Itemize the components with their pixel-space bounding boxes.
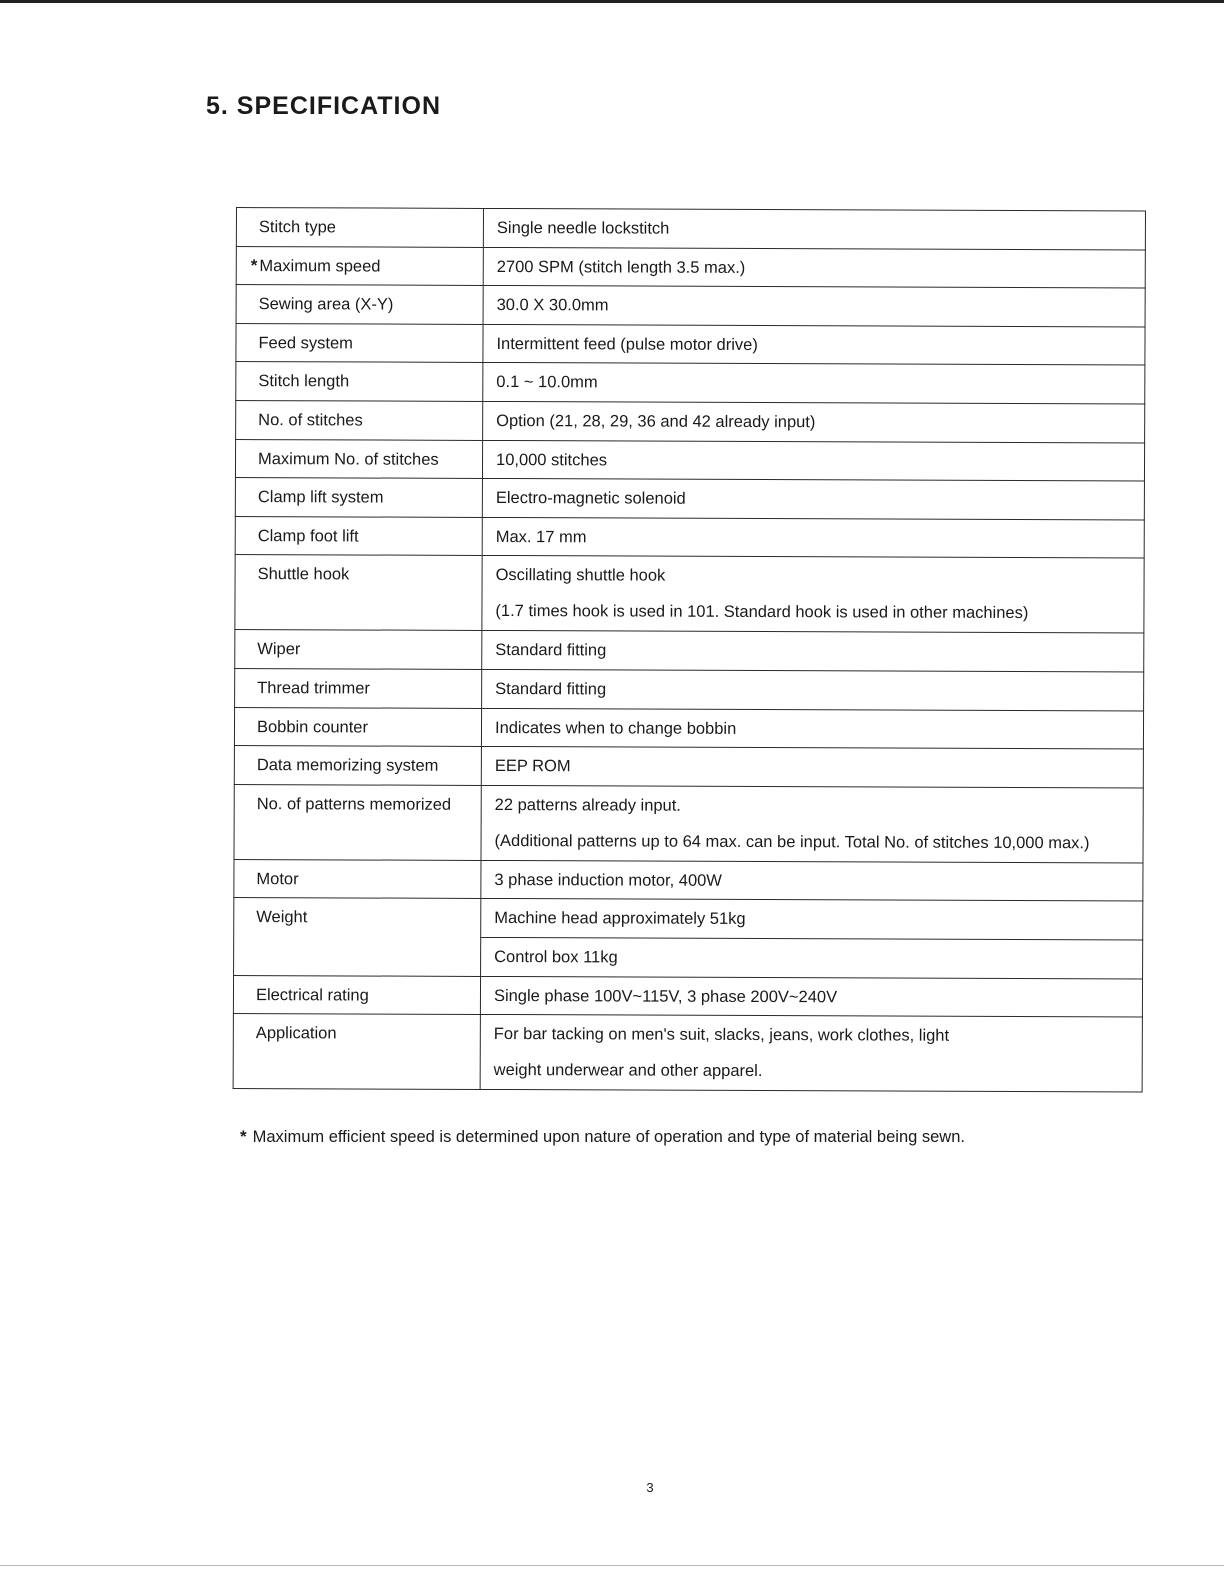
spec-row bbox=[235, 439, 1144, 481]
spec-label-wrap bbox=[237, 285, 483, 315]
asterisk-mark: * bbox=[250, 255, 258, 275]
spec-row bbox=[234, 898, 1143, 940]
spec-label-cell bbox=[234, 784, 481, 860]
spec-label-cell bbox=[234, 746, 481, 786]
spec-label-wrap bbox=[236, 517, 482, 547]
spec-row bbox=[235, 630, 1144, 672]
spec-label: Sewing area (X-Y) bbox=[258, 295, 394, 314]
spec-value: Single phase 100V~115V, 3 phase 200V~240V bbox=[493, 986, 838, 1006]
spec-label-cell bbox=[235, 555, 482, 631]
spec-value: (Additional patterns up to 64 max. can be input. Total No. of stitches 10,000 max.) bbox=[494, 831, 1090, 853]
spec-row bbox=[233, 975, 1142, 1017]
spec-value: Single needle lockstitch bbox=[496, 219, 670, 238]
spec-row bbox=[234, 707, 1143, 749]
spec-value-cell bbox=[483, 208, 1145, 249]
spec-row bbox=[236, 208, 1145, 250]
spec-label-wrap bbox=[235, 785, 481, 815]
spec-label-cell bbox=[234, 898, 481, 976]
spec-label-cell bbox=[233, 1014, 480, 1090]
spec-label: Clamp foot lift bbox=[257, 526, 359, 546]
spec-value: (1.7 times hook is used in 101. Standard hook is used in other machines) bbox=[495, 602, 1029, 623]
spec-label-wrap bbox=[237, 247, 483, 277]
spec-label: No. of stitches bbox=[258, 411, 363, 430]
spec-label-wrap bbox=[235, 708, 481, 738]
spec-label: Maximum speed bbox=[259, 256, 381, 276]
spec-label: Stitch type bbox=[258, 218, 337, 237]
spec-row bbox=[236, 362, 1145, 404]
spec-value-cell bbox=[483, 324, 1145, 365]
spec-value-cell bbox=[482, 669, 1144, 710]
spec-row bbox=[236, 285, 1145, 327]
spec-label-cell bbox=[236, 362, 483, 402]
spec-value: Standard fitting bbox=[495, 679, 607, 699]
spec-value-cell bbox=[481, 708, 1143, 749]
spec-label-cell bbox=[236, 400, 483, 440]
spec-value: 30.0 X 30.0mm bbox=[496, 296, 609, 315]
spec-value: Standard fitting bbox=[495, 641, 607, 660]
spec-value: Control box 11kg bbox=[494, 947, 618, 967]
spec-value-cell bbox=[482, 631, 1144, 672]
spec-label-wrap bbox=[234, 860, 480, 890]
spec-value: Option (21, 28, 29, 36 and 42 already input) bbox=[496, 411, 816, 432]
spec-row bbox=[236, 323, 1145, 365]
spec-label: Motor bbox=[256, 869, 299, 888]
bottom-rule bbox=[0, 1565, 1224, 1566]
spec-label-wrap bbox=[234, 975, 480, 1005]
spec-label-cell bbox=[236, 246, 483, 286]
spec-label-cell bbox=[235, 668, 482, 708]
spec-label-wrap bbox=[234, 1014, 480, 1044]
spec-label-cell bbox=[235, 630, 482, 670]
spec-label: Application bbox=[255, 1024, 337, 1043]
spec-value-cell bbox=[481, 937, 1143, 978]
spec-label-cell bbox=[233, 975, 480, 1015]
spec-label: No. of patterns memorized bbox=[256, 794, 452, 814]
spec-value: Intermittent feed (pulse motor drive) bbox=[496, 334, 758, 354]
spec-row bbox=[235, 516, 1144, 558]
spec-row bbox=[234, 784, 1143, 862]
specification-table bbox=[233, 207, 1146, 1093]
spec-value-cell bbox=[480, 976, 1142, 1017]
spec-label: Wiper bbox=[257, 640, 301, 659]
spec-label: Bobbin counter bbox=[256, 717, 369, 737]
spec-row bbox=[236, 246, 1145, 288]
spec-label-wrap bbox=[235, 746, 481, 776]
spec-label: Clamp lift system bbox=[257, 488, 384, 507]
page-number: 3 bbox=[646, 1480, 654, 1495]
spec-label-wrap bbox=[236, 440, 482, 470]
spec-value: 2700 SPM (stitch length 3.5 max.) bbox=[496, 257, 746, 277]
footnote-asterisk: * bbox=[240, 1127, 247, 1146]
spec-value-cell bbox=[482, 479, 1144, 520]
spec-label-wrap bbox=[237, 208, 483, 238]
spec-label-wrap bbox=[236, 362, 482, 392]
spec-row bbox=[235, 555, 1144, 633]
spec-value-cell bbox=[483, 363, 1145, 404]
spec-row bbox=[234, 859, 1143, 901]
spec-value-cell bbox=[481, 785, 1143, 863]
spec-row bbox=[236, 400, 1145, 442]
spec-label: Data memorizing system bbox=[256, 756, 439, 775]
spec-value: 22 patterns already input. bbox=[494, 795, 681, 815]
footnote-text: Maximum efficient speed is determined upon nature of operation and type of material being sewn. bbox=[252, 1128, 965, 1146]
spec-label-cell bbox=[236, 323, 483, 363]
spec-value-cell bbox=[482, 556, 1144, 634]
spec-label-wrap bbox=[236, 555, 482, 585]
spec-label-wrap bbox=[236, 401, 482, 431]
spec-label-cell bbox=[236, 208, 483, 248]
spec-label-wrap bbox=[235, 669, 481, 699]
spec-label-wrap bbox=[235, 630, 481, 660]
spec-label-wrap bbox=[236, 324, 482, 354]
spec-value-cell bbox=[482, 440, 1144, 481]
footnote bbox=[240, 1127, 965, 1147]
spec-value: EEP ROM bbox=[494, 757, 571, 776]
spec-label: Shuttle hook bbox=[257, 565, 350, 584]
spec-value: 0.1 ~ 10.0mm bbox=[496, 373, 598, 392]
spec-value-cell bbox=[480, 1015, 1142, 1093]
spec-label-cell bbox=[236, 285, 483, 325]
top-rule bbox=[0, 0, 1224, 3]
spec-value: For bar tacking on men's suit, slacks, jeans, work clothes, light bbox=[493, 1025, 950, 1045]
spec-label: Maximum No. of stitches bbox=[257, 449, 439, 469]
spec-label: Weight bbox=[256, 908, 308, 927]
spec-row bbox=[234, 746, 1143, 788]
spec-label: Thread trimmer bbox=[257, 679, 370, 698]
spec-label-cell bbox=[235, 478, 482, 518]
spec-label: Stitch length bbox=[258, 372, 350, 391]
spec-value: Max. 17 mm bbox=[495, 527, 587, 547]
spec-label: Electrical rating bbox=[255, 985, 369, 1005]
spec-row bbox=[235, 668, 1144, 710]
spec-value-cell bbox=[483, 401, 1145, 442]
spec-label-cell bbox=[234, 707, 481, 747]
spec-value: weight underwear and other apparel. bbox=[493, 1061, 763, 1081]
spec-value: Indicates when to change bobbin bbox=[494, 718, 737, 738]
spec-label: Feed system bbox=[258, 333, 353, 353]
spec-value: 3 phase induction motor, 400W bbox=[494, 870, 722, 890]
spec-value-cell bbox=[482, 517, 1144, 558]
spec-value: 10,000 stitches bbox=[495, 450, 608, 469]
spec-value-cell bbox=[483, 247, 1145, 288]
spec-value-cell bbox=[481, 747, 1143, 788]
spec-row bbox=[235, 478, 1144, 520]
spec-value-cell bbox=[483, 286, 1145, 327]
spec-label-cell bbox=[235, 516, 482, 556]
page-title: 5. SPECIFICATION bbox=[206, 92, 442, 120]
spec-value-cell bbox=[481, 860, 1143, 901]
specification-table-body bbox=[233, 208, 1145, 1093]
spec-label-wrap bbox=[236, 478, 482, 508]
spec-row bbox=[233, 1014, 1142, 1092]
spec-label-cell bbox=[234, 859, 481, 899]
spec-label-cell bbox=[235, 439, 482, 479]
spec-value-cell bbox=[481, 899, 1143, 940]
spec-value: Oscillating shuttle hook bbox=[495, 566, 666, 585]
spec-value: Machine head approximately 51kg bbox=[494, 909, 746, 929]
spec-value: Electro-magnetic solenoid bbox=[495, 489, 686, 508]
